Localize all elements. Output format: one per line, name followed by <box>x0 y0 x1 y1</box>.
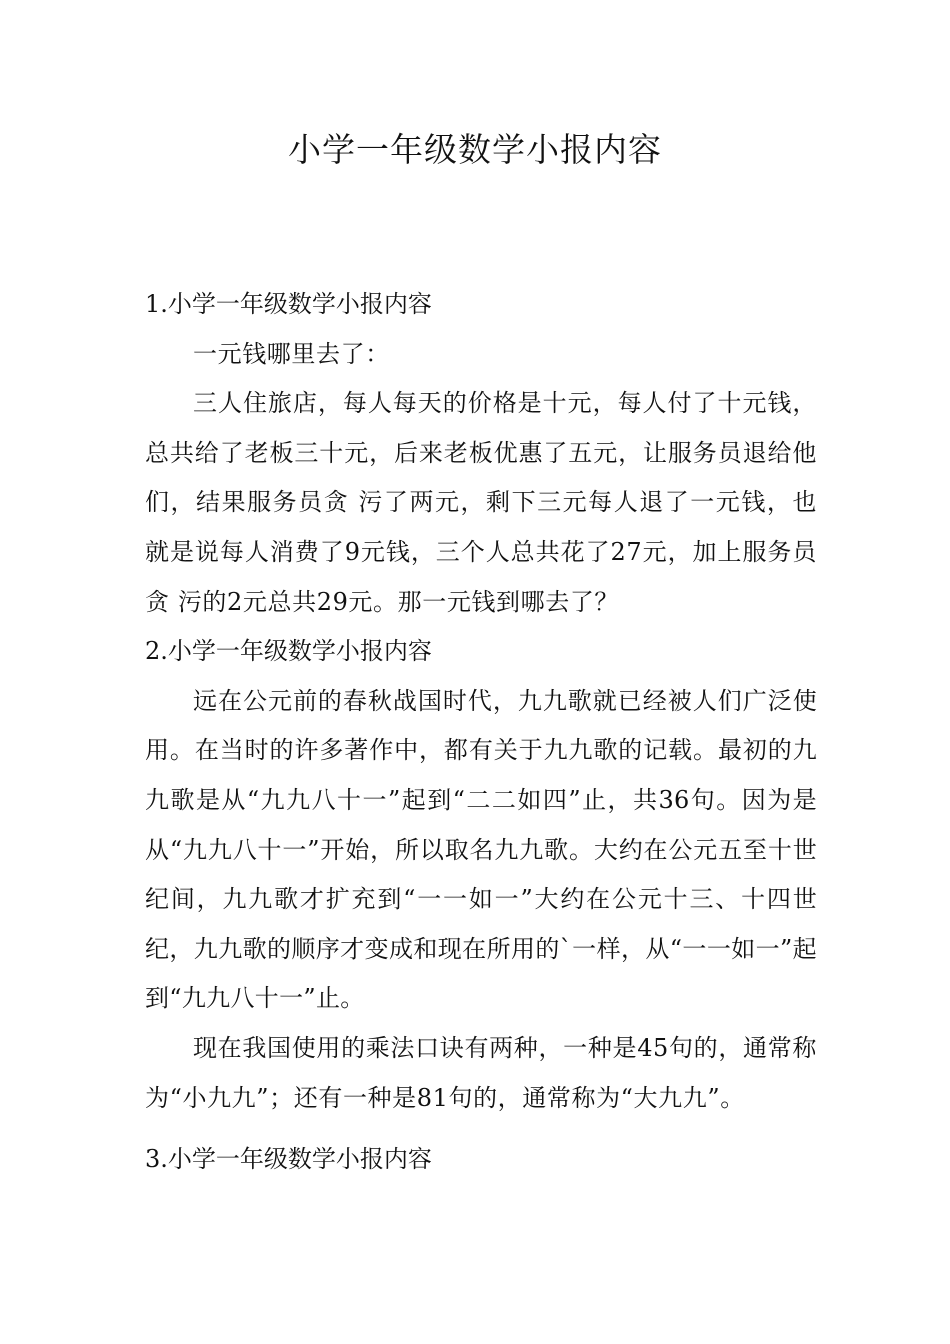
paragraph-history: 远在公元前的春秋战国时代，九九歌就已经被人们广泛使用。在当时的许多著作中，都有关于九九歌的记载。最初的九九歌是从“九九八十一”起到“二二如四”止，共36句。因为是从“九九八十一”开始，所以取名九九歌。大约在公元五至十世纪间，九九歌才扩充到“一一如一”大约在公元十三、十四世纪，九九歌的顺序才变成和现在所用的`一样，从“一一如一”起到“九九八十一”止。 <box>145 686 817 1013</box>
paragraph-question-title: 一元钱哪里去了： <box>193 339 390 368</box>
section-heading-2: 2.小学一年级数学小报内容 <box>145 637 432 666</box>
document-title: 小学一年级数学小报内容 <box>288 130 662 169</box>
document-body <box>145 280 817 1185</box>
paragraph-multiplication-rhymes: 现在我国使用的乘法口诀有两种，一种是45句的，通常称为“小九九”；还有一种是81句的，通常称为“大九九”。 <box>145 1033 817 1112</box>
section-heading-3: 3.小学一年级数学小报内容 <box>145 1145 432 1174</box>
section-heading-1: 1.小学一年级数学小报内容 <box>145 290 432 318</box>
paragraph-riddle: 三人住旅店，每人每天的价格是十元，每人付了十元钱，总共给了老板三十元，后来老板优惠了五元，让服务员退给他们，结果服务员贪 污了两元，剩下三元每人退了一元钱，也就是说每人消费了9元钱，三个人总共花了27元，加上服务员贪 污的2元总共29元。那一元钱到哪去了？ <box>145 389 817 616</box>
